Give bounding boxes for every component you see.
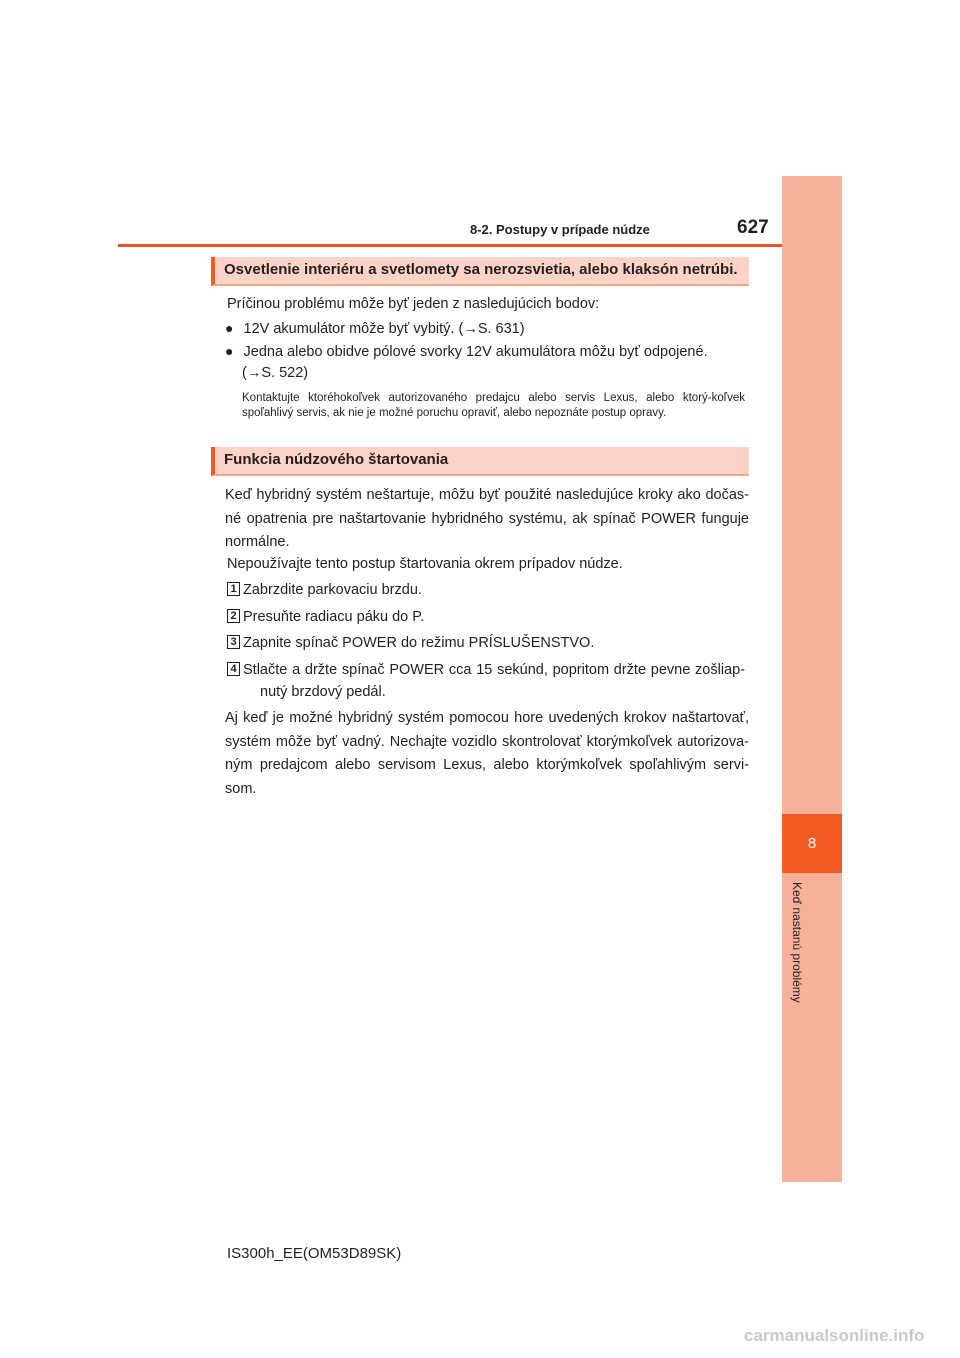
page-number: 627	[737, 217, 769, 238]
step-number-box: 1	[227, 582, 240, 596]
step-number-box: 3	[227, 635, 240, 649]
section2-paragraph1: Keď hybridný systém neštartuje, môžu byť použité nasledujúce kroky ako dočas-né opatrenia pre naštartovanie hybridného systému, ak spínač POWER funguje normálne.	[225, 487, 749, 550]
page-ref-link[interactable]: S. 631	[477, 321, 520, 337]
step-3-text: Zapnite spínač POWER do režimu PRÍSLUŠENSTVO.	[243, 635, 595, 651]
chapter-number: 8	[807, 835, 817, 852]
step-2-text: Presuňte radiacu páku do P.	[243, 609, 425, 625]
step-number-box: 4	[227, 662, 240, 676]
arrow-icon: →	[463, 321, 478, 337]
bullet-item-2-ref: (→S. 522)	[242, 365, 309, 381]
step-4-text-body: Stlačte a držte spínač POWER cca 15 sekúnd, popritom držte pevne zošliap-nutý brzdový pedál.	[243, 662, 745, 700]
step-3	[227, 635, 240, 649]
bullet-icon: ●	[225, 320, 234, 336]
page-ref-link[interactable]: S. 522	[261, 365, 304, 381]
running-header-section: 8-2. Postupy v prípade núdze	[470, 222, 650, 237]
section1-intro: Príčinou problému môže byť jeden z nasledujúcich bodov:	[227, 296, 600, 312]
watermark: carmanualsonline.info	[744, 1326, 925, 1345]
section-heading-lights-title: Osvetlenie interiéru a svetlomety sa nerozsvietia, alebo klaksón netrúbi.	[224, 261, 738, 278]
chapter-label-container	[768, 882, 818, 1032]
chapter-label: Keď nastanú problémy	[790, 882, 804, 1003]
step-4-text	[243, 659, 745, 703]
bullet-suffix: )	[519, 321, 525, 337]
section-heading-emergency-start	[211, 447, 749, 476]
step-1-text: Zabrzdite parkovaciu brzdu.	[243, 582, 422, 598]
chapter-number-tab	[782, 814, 842, 873]
model-code: IS300h_EE(OM53D89SK)	[227, 1245, 402, 1262]
step-4	[227, 662, 240, 676]
section1-note: Kontaktujte ktoréhokoľvek autorizovaného predajcu alebo servis Lexus, alebo ktorý-koľvek spoľahlivý servis, ak nie je možné poruchu opraviť, alebo nepoznáte postup opravy.	[242, 392, 745, 419]
bullet-text: Jedna alebo obidve pólové svorky 12V akumulátora môžu byť odpojené.	[243, 344, 708, 360]
section2-paragraph3: Aj keď je možné hybridný systém pomocou hore uvedených krokov naštartovať, systém môže byť vadný. Nechajte vozidlo skontrolovať ktorýmkoľvek autorizova-ným predajcom alebo servisom Lexus, alebo ktorýmkoľvek spoľahlivým servi-som.	[225, 710, 749, 797]
bullet-text: 12V akumulátor môže byť vybitý. (	[243, 321, 464, 337]
bullet-item-1	[225, 317, 525, 340]
bullet-suffix: )	[303, 365, 309, 381]
step-1	[227, 582, 240, 596]
section2-paragraph2: Nepoužívajte tento postup štartovania okrem prípadov núdze.	[227, 556, 623, 572]
section-heading-emergency-start-title: Funkcia núdzového štartovania	[224, 451, 449, 468]
header-rule	[118, 244, 842, 247]
bullet-item-2	[225, 340, 708, 363]
section-heading-lights	[211, 257, 749, 286]
step-number-box: 2	[227, 609, 240, 623]
bullet-icon: ●	[225, 343, 234, 359]
arrow-icon: →	[246, 365, 262, 381]
step-2	[227, 609, 240, 623]
